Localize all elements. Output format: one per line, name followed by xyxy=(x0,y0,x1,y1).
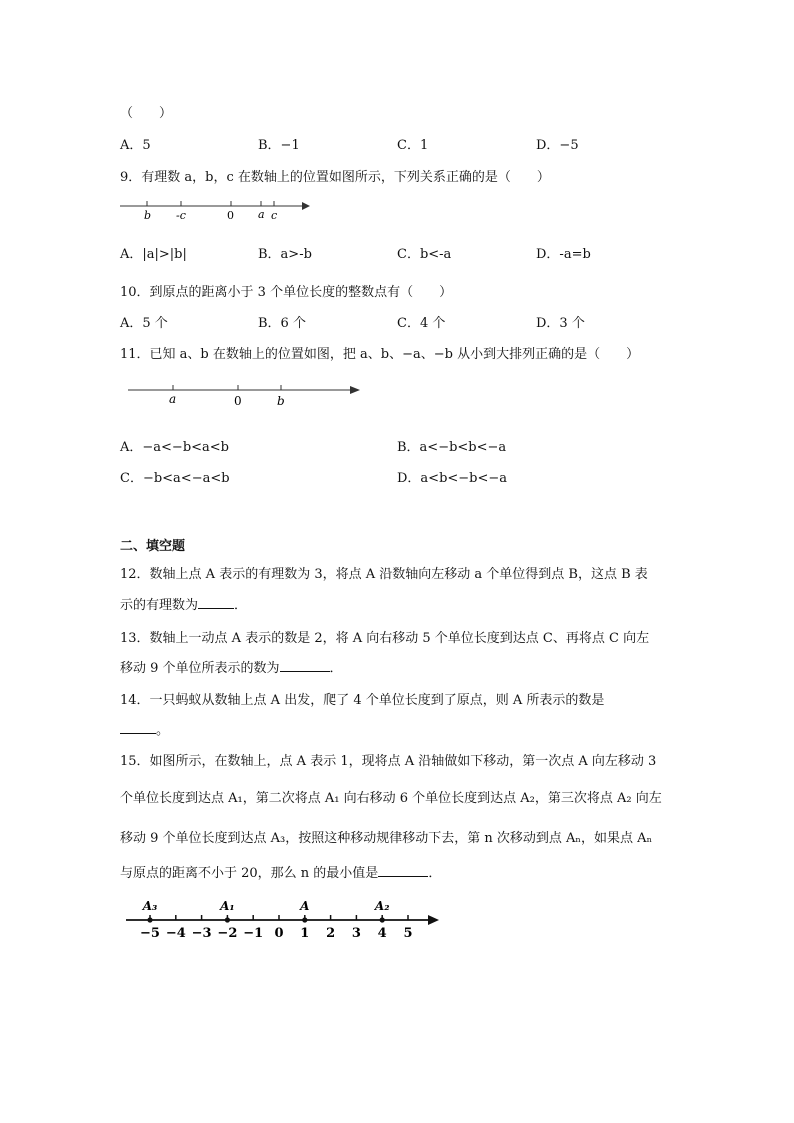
q15-tick-label: 0 xyxy=(274,926,284,941)
q13-line1: 13．数轴上一动点 A 表示的数是 2，将 A 向右移动 5 个单位长度到达点 C、再将点 C 向左 xyxy=(120,631,650,646)
q15-end: ． xyxy=(428,866,442,881)
q12-line2 xyxy=(120,594,247,613)
q13-line2 xyxy=(120,657,343,676)
q15-line1: 15．如图所示，在数轴上，点 A 表示 1，现将点 A 沿轴做如下移动，第一次点 A 向左移动 3 xyxy=(120,754,657,769)
q9-label-c: c xyxy=(271,209,278,222)
q8-tail: （ ） xyxy=(120,106,173,121)
q15-line2: 个单位长度到达点 A₁，第二次将点 A₁ 向右移动 6 个单位长度到达点 A₂，第三次将点 A₂ 向左 xyxy=(120,791,662,806)
q15-number-line xyxy=(124,896,444,942)
q15-tick-label: 5 xyxy=(403,926,413,941)
q11-option-a[interactable]: A．−a<−b<a<b xyxy=(120,440,229,455)
q11-option-b[interactable]: B．a<−b<b<−a xyxy=(397,440,507,455)
q10-option-a[interactable]: A．5 个 xyxy=(120,316,168,331)
q11-number-line xyxy=(126,380,366,410)
q14-answer-blank[interactable] xyxy=(120,721,156,734)
q10-option-b[interactable]: B．6 个 xyxy=(258,316,306,331)
q9-option-a[interactable]: A．|a|>|b| xyxy=(120,247,187,262)
q15-tick-label: 4 xyxy=(377,926,387,941)
q15-line4-text: 与原点的距离不小于 20，那么 n 的最小值是 xyxy=(120,866,379,881)
q15-point-label: A₂ xyxy=(374,899,390,913)
q15-tick-label: 3 xyxy=(351,926,361,941)
q15-tick-label: −2 xyxy=(217,926,238,941)
q9-label-b: b xyxy=(144,209,152,222)
q15-tick-label: 2 xyxy=(326,926,336,941)
q15-point-label: A₁ xyxy=(220,899,235,913)
q8-option-c[interactable]: C．1 xyxy=(397,138,429,153)
q8-option-b[interactable]: B．−1 xyxy=(258,138,300,153)
q10-option-c[interactable]: C．4 个 xyxy=(397,316,446,331)
q9-text: 9．有理数 a，b，c 在数轴上的位置如图所示，下列关系正确的是（ ） xyxy=(120,170,550,185)
q13-line2-text: 移动 9 个单位所表示的数为 xyxy=(120,661,280,676)
q8-option-a[interactable]: A．5 xyxy=(120,138,151,153)
q15-point xyxy=(147,917,152,922)
q9-number-line xyxy=(118,196,318,224)
q9-option-b[interactable]: B．a>-b xyxy=(258,247,312,262)
q14-line2 xyxy=(120,719,169,738)
q11-option-d[interactable]: D．a<b<−b<−a xyxy=(397,471,508,486)
q15-line3: 移动 9 个单位长度到达点 A₃，按照这种移动规律移动下去，第 n 次移动到点 Aₙ，如果点 Aₙ xyxy=(120,831,653,846)
q15-answer-blank[interactable] xyxy=(378,864,428,877)
q15-point xyxy=(380,917,385,922)
q14-end: 。 xyxy=(156,723,170,738)
q15-line4 xyxy=(120,862,441,881)
q13-end: ． xyxy=(329,661,343,676)
q11-option-c[interactable]: C．−b<a<−a<b xyxy=(120,471,230,486)
q15-tick-label: 1 xyxy=(300,926,310,941)
q12-line2-text: 示的有理数为 xyxy=(120,598,199,613)
q10-text: 10．到原点的距离小于 3 个单位长度的整数点有（ ） xyxy=(120,285,453,300)
q15-tick-label: −3 xyxy=(191,926,212,941)
q9-label-neg-c: -c xyxy=(176,209,186,222)
q11-label-a: a xyxy=(169,392,177,406)
q11-label-zero: 0 xyxy=(234,394,242,408)
q9-option-d[interactable]: D．-a=b xyxy=(536,247,591,262)
q13-answer-blank[interactable] xyxy=(280,659,330,672)
section-title: 二、填空题 xyxy=(120,539,186,554)
q9-option-c[interactable]: C．b<-a xyxy=(397,247,452,262)
q15-point-label: A xyxy=(300,899,310,913)
q12-line1: 12．数轴上点 A 表示的有理数为 3，将点 A 沿数轴向左移动 a 个单位得到点 B，这点 B 表 xyxy=(120,567,648,582)
q15-point-label: A₃ xyxy=(142,899,158,913)
q9-label-zero: 0 xyxy=(227,209,234,222)
q10-option-d[interactable]: D．3 个 xyxy=(536,316,585,331)
q11-label-b: b xyxy=(277,394,285,408)
q14-line1: 14．一只蚂蚁从数轴上点 A 出发，爬了 4 个单位长度到了原点，则 A 所表示的数是 xyxy=(120,693,605,708)
q15-tick-label: −4 xyxy=(165,926,186,941)
q15-point xyxy=(302,917,307,922)
q15-point xyxy=(225,917,230,922)
q15-tick-label: −1 xyxy=(243,926,264,941)
q15-tick-label: −5 xyxy=(140,926,160,941)
q9-label-a: a xyxy=(258,208,265,221)
q12-end: ． xyxy=(234,598,248,613)
q12-answer-blank[interactable] xyxy=(198,596,234,609)
q11-text: 11．已知 a、b 在数轴上的位置如图，把 a、b、−a、−b 从小到大排列正确的是（ ） xyxy=(120,347,640,362)
q8-option-d[interactable]: D．−5 xyxy=(536,138,579,153)
